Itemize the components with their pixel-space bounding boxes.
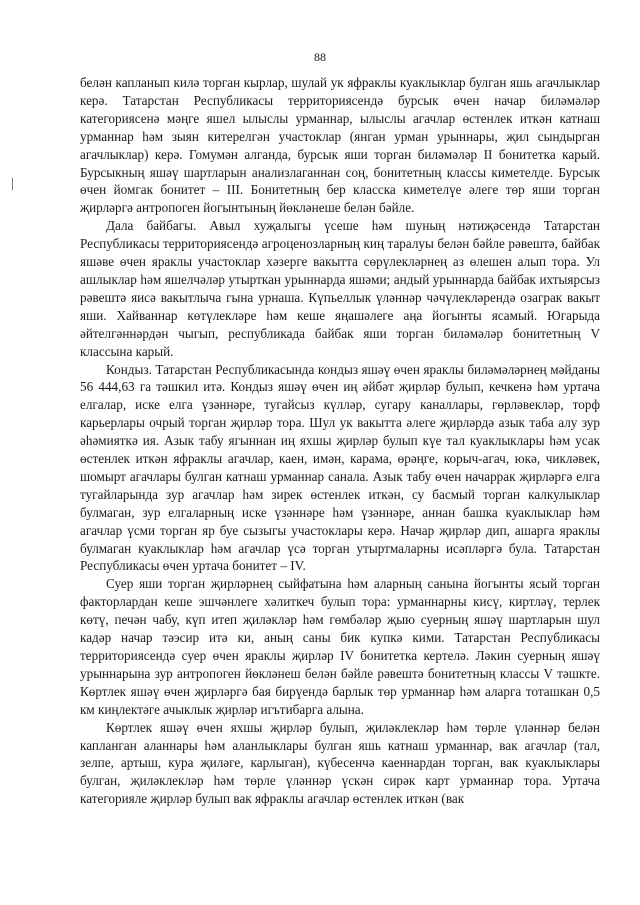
paragraph: Көртлек яшәү өчен яхшы җирләр булып, җиләклекләр һәм төрле үләннәр белән капланган аланнары һәм аланлыклары булган яшь катнаш урманнар, вак агачлар (тал, зелпе, артыш, кура җиләге, карлыган), күбесенчә каеннардан торган, вак куаклыклары булган, җиләклекләр һәм төрле үләннәр үскән сирәк карт урманнар тора. Уртача категорияле җирләр булып вак яфраклы агачлар өстенлек иткән (вак — [80, 719, 600, 807]
paragraph: белән капланып килә торган кырлар, шулай ук яфраклы куаклыклар булган яшь агачлыклар керә. Татарстан Республикасы территориясендә бурсык өчен начар биләмәләр категориясенә мәңге яшел ылыслы урманнар, ылыслы агачлар өстенлек иткән катнаш урманнар һәм зыян китерелгән участоклар (янган урман урыннары, җил сындырган агачлыклар) керә. Гомумән алганда, бурсык яши торган биләмәләр II бонитетка карый. Бурсыкның яшәү шартларын анализлаганнан соң, бонитетның классы киметелде. Бурсык өчен йомгак бонитет – III. Бонитетның бер класска киметелүе әлеге төр яши торган җирләргә антропоген йогынтының йөкләнеше белән бәйле. — [80, 75, 600, 216]
body-text — [80, 74, 600, 808]
paragraph: Дала байбагы. Авыл хуҗалыгы үсеше һәм шуның нәтиҗәсендә Татарстан Республикасы территориясендә агроценозларның киң таралуы белән бәйле рәвештә, байбак яшәве өчен яраклы участоклар хәзерге вакытта сөрүлекләрнең аз өлешен алып тора. Ул ашлыклар һәм яшелчәләр утырткан урыннарда яшәми; андый урыннарда байбак ихтыярсыз рәвештә яисә вакытлыча гына урнаша. Күпьеллык үләннәр чәчүлекләрендә озаграк вакыт яши. Хайваннар көтүлекләре һәм кеше яңашәлеге аңа йогынты ясамый. Югарыда әйтелгәннәрдән чыгып, республикада байбак яши торган биләмәләр бонитетның V классына карый. — [80, 218, 600, 359]
margin-mark — [12, 178, 13, 190]
page-number: 88 — [314, 50, 326, 64]
paragraph: Суер яши торган җирләрнең сыйфатына һәм аларның санына йогынты ясый торган факторлардан кеше эшчәнлеге хәлиткеч булып тора: урманнарны кисү, киртләү, терлек көтү, печән чабу, күп итеп җиләкләр һәм гөмбәләр җыю суерның яшәү шартларын шул кадәр начар тәэсир итә ки, аның саны бик купкә кими. Татарстан Республикасы территориясендә суер өчен яраклы җирләр IV бонитетка кертелә. Ләкин суерның яшәү урыннарына зур антропоген йөкләнеш белән бәйле рәвештә бонитетның классы V тәшкте. Көртлек яшәү өчен җирләргә бая бирүендә барлык төр урманнар һәм аларга тоташкан 0,5 км киңлектәге ачыклык җирләр игътибарга алына. — [80, 576, 600, 717]
paragraph: Кондыз. Татарстан Республикасында кондыз яшәү өчен яраклы биләмәләрнең мәйданы 56 444,63 га тәшкил итә. Кондыз яшәү өчен иң әйбәт җирләр булып, кечкенә һәм уртача елгалар, иске елга үзәннәре, тугайсыз күлләр, сугару каналлары, гөрләвекләр, торф карьерлары очрый торган җирләр тора. Шул ук вакытта әлеге җирләрдә азык таба алу зур әһәмияткә ия. Азык табу ягыннан иң яхшы җирләр булып күе тал куаклыклары һәм усак өстенлек иткән яфраклы агачлар, каен, имән, карама, өрәңге, корыч-агач, юкә, чикләвек, шомырт агачлары булган катнаш урманнар санала. Азык табу өчен начаррак җирләргә елга тугайларында зур агачлар һәм зирек өстенлек иткән, су басмый торган калкулыклар булмаган, зур елгаларның иске үзәннәре һәм үзәннәре, аннан башка куаклыклар һәм агачлар үсми торган яр буе сызыгы участоклары керә. Начар җирләр дип, ашарга яраклы булмаган куаклыклар һәм агачлар үсә торган утыртмаларны исәпләргә була. Татарстан Республикасы өчен уртача бонитет – IV. — [80, 361, 600, 574]
